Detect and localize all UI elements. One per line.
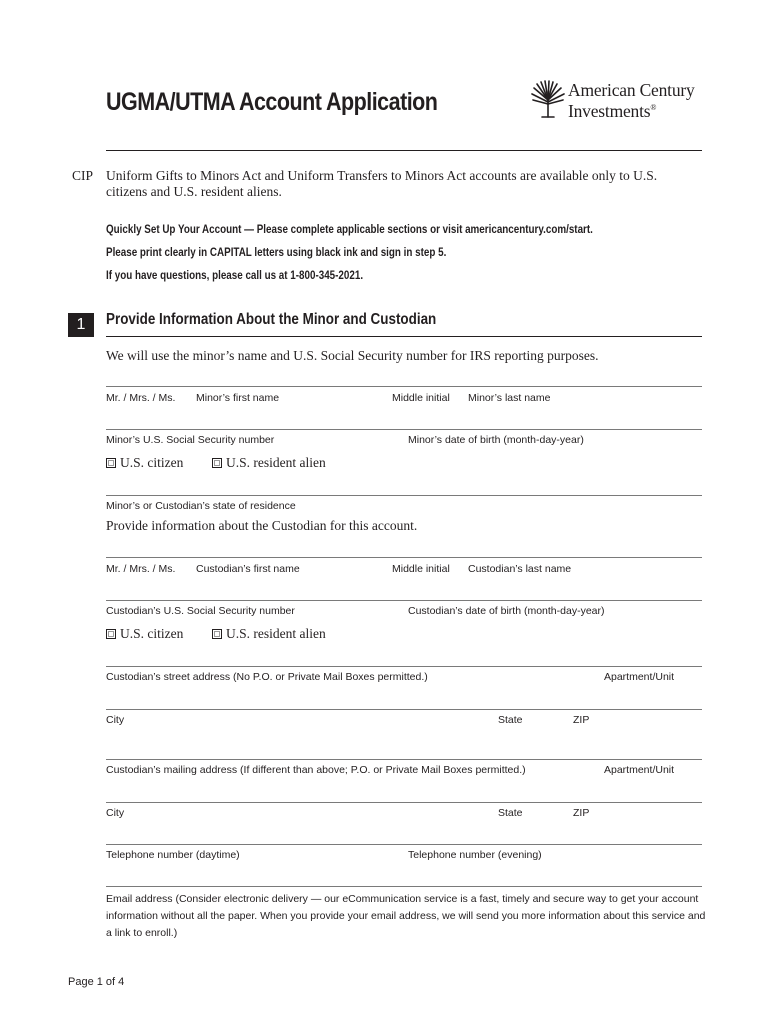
minor-citizen-checkbox[interactable]: U.S. citizen xyxy=(106,455,183,471)
cust-ssn-label: Custodian’s U.S. Social Security number xyxy=(106,605,295,617)
minor-middle-label: Middle initial xyxy=(392,392,450,404)
minor-resident-alien-checkbox[interactable]: U.S. resident alien xyxy=(212,455,326,471)
street-address-field[interactable] xyxy=(106,666,702,667)
instruction-3: If you have questions, please call us at 1-800-345-2021. xyxy=(106,268,364,282)
mailing-address-field[interactable] xyxy=(106,759,702,760)
instruction-1: Quickly Set Up Your Account — Please complete applicable sections or visit americancentury.com/start. xyxy=(106,222,593,236)
cust-dob-label: Custodian’s date of birth (month-day-year) xyxy=(408,605,605,617)
city-state-zip-field[interactable] xyxy=(106,709,702,710)
section-intro: We will use the minor’s name and U.S. Social Security number for IRS reporting purposes. xyxy=(106,348,599,363)
cust-middle-label: Middle initial xyxy=(392,563,450,575)
minor-last-label: Minor’s last name xyxy=(468,392,551,404)
page-number: Page 1 of 4 xyxy=(68,976,125,988)
logo-subtext: Investments® xyxy=(568,100,657,121)
custodian-name-field[interactable] xyxy=(106,557,702,558)
minor-name-field[interactable] xyxy=(106,386,702,387)
tree-logo-icon xyxy=(530,80,566,118)
minor-dob-label: Minor’s date of birth (month-day-year) xyxy=(408,434,584,446)
state-residence-label: Minor’s or Custodian’s state of residence xyxy=(106,500,296,512)
cust-citizen-checkbox[interactable]: U.S. citizen xyxy=(106,626,183,642)
email-field[interactable] xyxy=(106,886,702,887)
cust-prefix-label: Mr. / Mrs. / Ms. xyxy=(106,563,176,575)
minor-prefix-label: Mr. / Mrs. / Ms. xyxy=(106,392,176,404)
checkbox-icon[interactable] xyxy=(106,629,116,639)
minor-first-label: Minor’s first name xyxy=(196,392,280,404)
email-label: Email address (Consider electronic delivery — our eCommunication service is a fast, timely and secure way to get your account information without all the paper. When you provide your email address, we will send you more information about this service and a link to enroll.) xyxy=(106,893,706,939)
custodian-intro: Provide information about the Custodian for this account. xyxy=(106,518,418,533)
cip-text: Uniform Gifts to Minors Act and Uniform Transfers to Minors Act accounts are available only to U.S. citizens and U.S. resident aliens. xyxy=(106,168,658,199)
logo-text: American Century xyxy=(568,80,695,100)
cust-first-label: Custodian’s first name xyxy=(196,563,300,575)
mailing-address-label: Custodian’s mailing address (If different than above; P.O. or Private Mail Boxes permitted.) xyxy=(106,764,526,776)
cust-last-label: Custodian’s last name xyxy=(468,563,572,575)
city-label-2: City xyxy=(106,807,125,819)
state-residence-field[interactable] xyxy=(106,495,702,496)
street-address-label: Custodian’s street address (No P.O. or Private Mail Boxes permitted.) xyxy=(106,671,428,683)
checkbox-icon[interactable] xyxy=(106,458,116,468)
minor-ssn-label: Minor’s U.S. Social Security number xyxy=(106,434,275,446)
checkbox-icon[interactable] xyxy=(212,629,222,639)
state-label-2: State xyxy=(498,807,523,819)
state-label: State xyxy=(498,714,523,726)
instruction-2: Please print clearly in CAPITAL letters using black ink and sign in step 5. xyxy=(106,245,447,259)
apartment-label-2: Apartment/Unit xyxy=(604,764,675,776)
section-title: Provide Information About the Minor and Custodian xyxy=(106,311,437,328)
cip-label: CIP xyxy=(72,168,94,183)
phone-evening-label: Telephone number (evening) xyxy=(408,849,542,861)
header-rule xyxy=(106,150,702,151)
telephone-field[interactable] xyxy=(106,844,702,845)
minor-ssn-field[interactable] xyxy=(106,429,702,430)
apartment-label: Apartment/Unit xyxy=(604,671,675,683)
section-rule xyxy=(106,336,702,337)
cust-resident-alien-checkbox[interactable]: U.S. resident alien xyxy=(212,626,326,642)
section-number: 1 xyxy=(68,313,94,337)
checkbox-icon[interactable] xyxy=(212,458,222,468)
zip-label: ZIP xyxy=(573,714,590,726)
phone-day-label: Telephone number (daytime) xyxy=(106,849,240,861)
page-title: UGMA/UTMA Account Application xyxy=(106,88,438,116)
zip-label-2: ZIP xyxy=(573,807,590,819)
city-label: City xyxy=(106,714,125,726)
city-state-zip-field-2[interactable] xyxy=(106,802,702,803)
custodian-ssn-field[interactable] xyxy=(106,600,702,601)
